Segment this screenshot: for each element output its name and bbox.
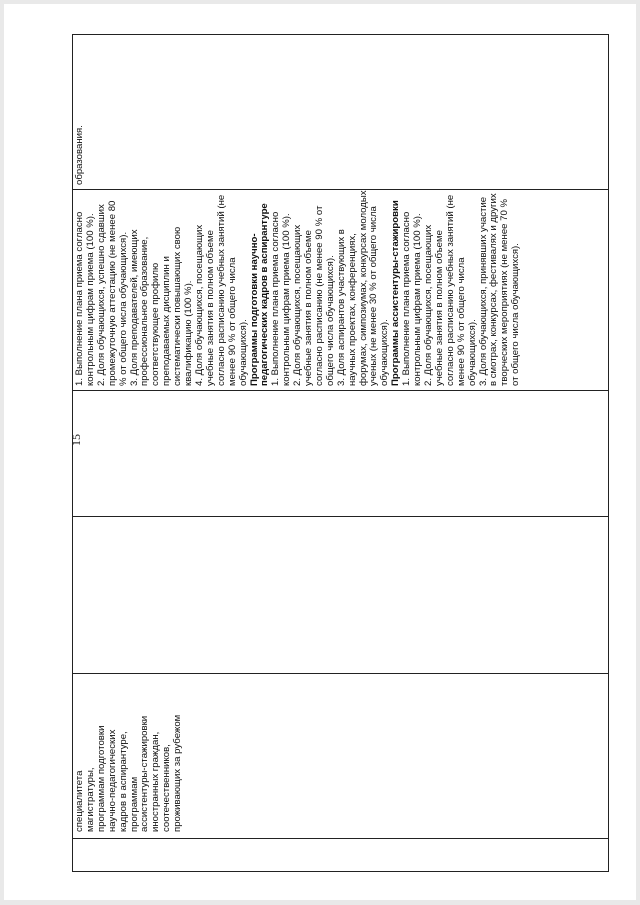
program-line: специалитета: [74, 770, 85, 832]
table-cell-empty-2: [73, 391, 609, 517]
indicator-line: обучающихся).: [379, 319, 391, 386]
indicator-line: 2. Доля обучающихся, посещающих: [292, 224, 304, 386]
indicator-line: соответствующее профилю: [150, 262, 162, 386]
section-heading: педагогических кадров в аспирантуре: [259, 203, 271, 386]
table-cell-number: [73, 839, 609, 872]
indicator-line: 1. Выполнение плана приема согласно: [401, 211, 413, 386]
indicator-line: учебные занятия в полном объеме: [303, 230, 315, 386]
last-cell-text: образования.: [74, 125, 85, 185]
indicator-line: 3. Доля обучающихся, принявших участие: [477, 196, 489, 386]
indicator-line: ученых (не менее 30 % от общего числа: [368, 206, 380, 386]
program-line: соотечественников,: [161, 744, 173, 832]
program-line: кадров в аспирантуре,: [117, 731, 129, 832]
indicator-line: 3. Доля преподавателей, имеющих: [128, 229, 140, 386]
program-line: программам подготовки: [95, 725, 107, 832]
table-cell-indicators: [73, 190, 609, 391]
indicator-line: научных проектах, конференциях,: [346, 233, 358, 386]
indicator-line: согласно расписанию (не менее 90 % от: [313, 205, 325, 386]
document-page: [4, 4, 636, 900]
indicator-line: систематически повышающих свою: [172, 226, 184, 386]
indicator-line: промежуточную аттестацию (не менее 80: [106, 200, 118, 386]
section-heading: Программы подготовки научно-: [248, 233, 260, 386]
indicator-line: 1. Выполнение плана приема согласно: [74, 211, 85, 386]
indicator-line: общего числа обучающихся).: [324, 255, 336, 386]
program-line: магистратуры,: [84, 767, 96, 832]
indicator-line: менее 90 % от общего числа: [455, 257, 467, 386]
indicator-line: форумах, симпозиумах, конкурсах молодых: [357, 190, 369, 386]
program-line: ассистентуры-стажировки: [139, 715, 151, 832]
indicator-line: менее 90 % от общего числа: [226, 257, 238, 386]
table-cell-empty-1: [73, 517, 609, 674]
indicator-line: обучающихся).: [237, 319, 249, 386]
data-table: [72, 34, 609, 872]
indicator-line: 2. Доля обучающихся, успешно сдавших: [95, 204, 107, 386]
table-cell-programs: [73, 674, 609, 839]
indicator-line: 1. Выполнение плана приема согласно: [270, 211, 282, 386]
page-number: 15: [69, 434, 83, 446]
indicator-line: преподаваемых дисциплин и: [161, 256, 173, 386]
indicator-line: согласно расписанию учебных занятий (не: [444, 194, 456, 386]
program-line: программам: [128, 776, 140, 832]
table-cell-last: [73, 35, 609, 190]
indicator-line: в смотрах, конкурсах, фестивалях и других: [488, 193, 500, 386]
indicator-line: 2. Доля обучающихся, посещающих: [423, 224, 434, 386]
indicator-line: согласно расписанию учебных занятий (не: [215, 194, 227, 386]
indicator-line: контрольным цифрам приема (100 %).: [281, 213, 293, 386]
program-lines: [73, 674, 186, 838]
indicator-line: 4. Доля обучающихся, посещающих: [193, 224, 205, 386]
indicator-line: контрольным цифрам приема (100 %).: [412, 213, 424, 386]
indicator-line: профессиональное образование,: [139, 236, 151, 386]
indicator-line: % от общего числа обучающихся).: [117, 231, 129, 386]
indicator-line: творческих мероприятиях (не менее 70 %: [499, 198, 511, 386]
indicator-lines: [73, 190, 524, 390]
section-heading: Программы ассистентуры-стажировки: [390, 200, 402, 386]
indicator-line: обучающихся).: [466, 319, 478, 386]
indicator-line: 3. Доля аспирантов участвующих в: [335, 229, 347, 386]
indicator-line: квалификацию (100 %).: [183, 280, 195, 386]
program-line: научно-педагогических: [106, 729, 118, 832]
indicator-line: контрольным цифрам приема (100 %).: [84, 213, 96, 386]
program-line: проживающих за рубежом: [172, 714, 184, 832]
program-line: иностранных граждан,: [150, 731, 162, 832]
indicator-line: учебные занятия в полном объеме: [204, 230, 216, 386]
indicator-line: от общего числа обучающихся).: [510, 243, 522, 386]
table-row: [73, 35, 609, 872]
table-rotated-content: [73, 35, 609, 872]
indicator-line: учебные занятия в полном объеме: [433, 230, 445, 386]
